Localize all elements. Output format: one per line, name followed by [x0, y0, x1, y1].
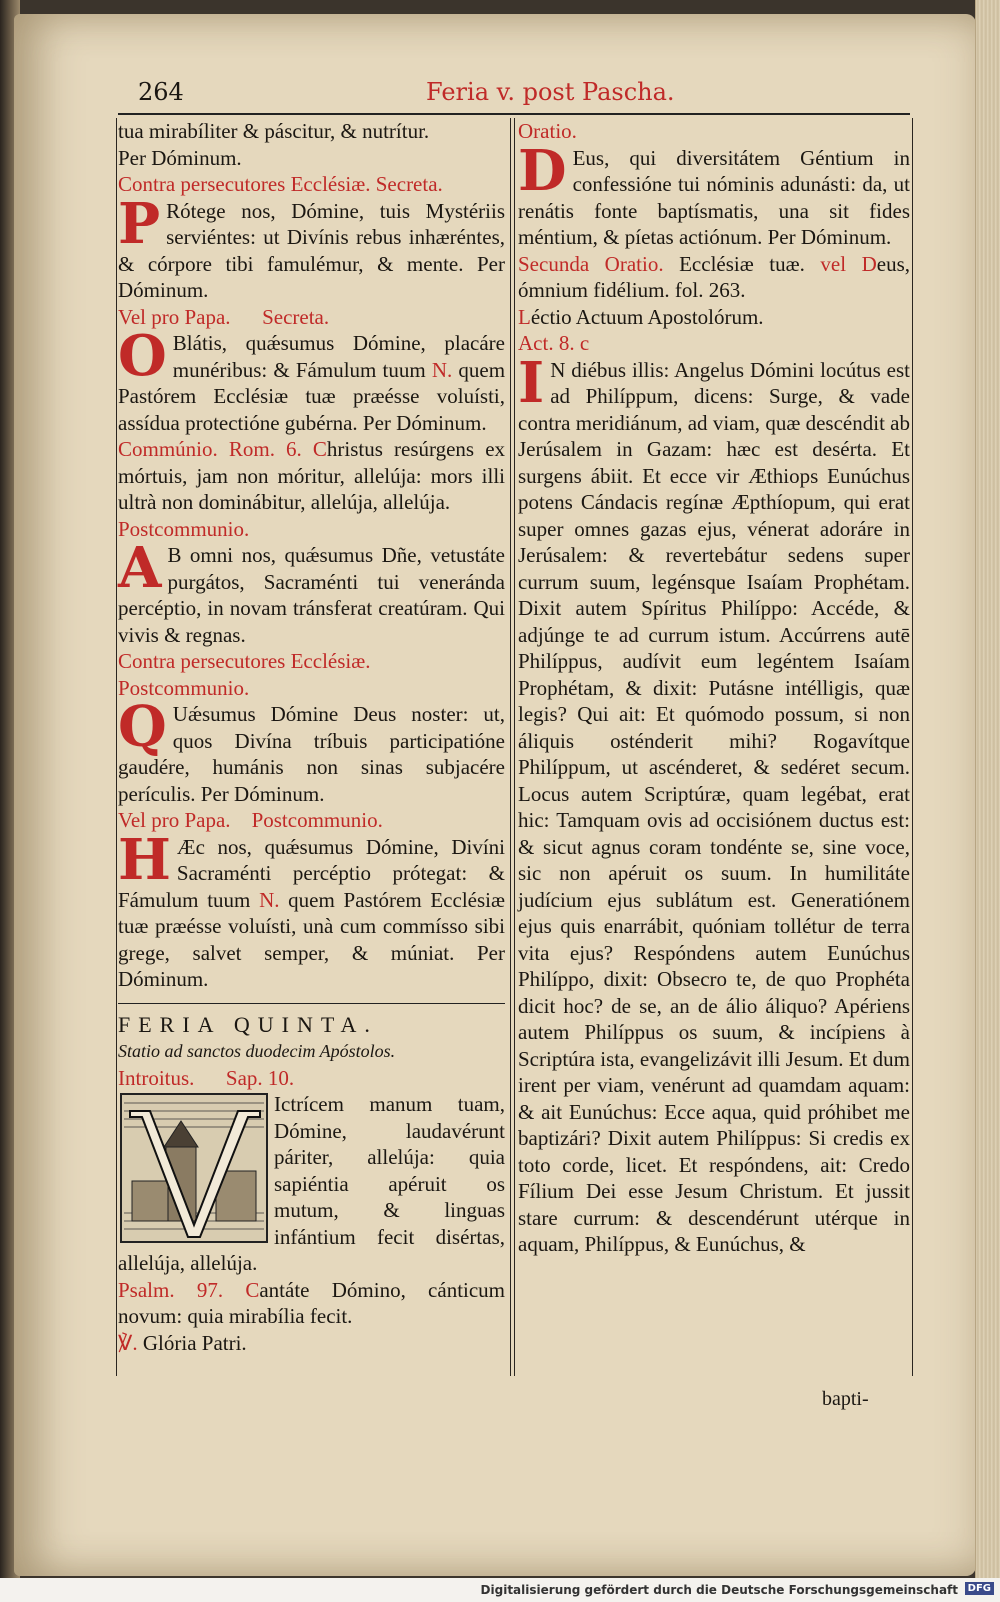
paragraph: Q Uǽsumus Dómine Deus noster: ut, quos Divína tríbuis participatióne gaudére, humánis non sinas subjacére perículis. Per Dóminum. [118, 694, 505, 806]
rubric-heading: Introitus. Sap. 10. [118, 1065, 295, 1090]
rubric-heading: Postcommunio. [118, 675, 250, 700]
lesson-heading: Léctio Actuum Apostolórum. [518, 304, 764, 329]
left-column [118, 118, 505, 1356]
section-rule [118, 1003, 505, 1004]
drop-cap: I [518, 349, 545, 416]
rubric-heading: Oratio. [518, 119, 577, 143]
drop-cap: A [118, 535, 162, 601]
running-title: Feria v. post Pascha. [426, 78, 675, 106]
drop-cap: O [118, 323, 167, 389]
paragraph: P Rótege nos, Dómine, tuis Mystériis serviéntes: ut Divínis rebus inhæréntes, & córpore tibi famulémur, & mente. Per Dóminum. [118, 190, 505, 302]
paragraph: D Eus, qui diversitátem Géntium in confessióne tui nóminis adunásti: da, ut renátis fonte baptísmatis, una sit fides méntium, & píetas actiónum. Per Dóminum. [518, 137, 910, 249]
rubric-heading: Contra persecutores Ecclésiæ. [118, 649, 371, 673]
text-line: tua mirabíliter & páscitur, & nutrítur. [118, 119, 430, 143]
drop-cap: D [518, 137, 567, 204]
section-title: FERIA QUINTA. [118, 1011, 378, 1037]
column-divider-2 [514, 118, 515, 1376]
rubric-heading: Vel pro Papa. Secreta. [118, 304, 330, 329]
paragraph: O Blátis, quǽsumus Dómine, placáre munéribus: & Fámulum tuum N. quem Pastórem Ecclésiæ tuæ præésse voluísti, assídua protectióne gubérna. Per Dóminum. [118, 323, 506, 435]
page-edges [975, 0, 1000, 1580]
page-number: 264 [138, 78, 184, 106]
paragraph: A B omni nos, quǽsumus Dñe, vetustáte purgátos, Sacraménti tui veneránda percéptio, in novam tránsferat creatúram. Qui vivis & regnas. [118, 535, 505, 647]
drop-cap: P [118, 190, 161, 257]
paragraph: ℣. Glória Patri. [118, 1330, 247, 1355]
page-header [118, 78, 908, 114]
paragraph: Secunda Oratio. Ecclésiæ tuæ. vel Deus, ómnium fidélium. fol. 263. [518, 251, 911, 302]
paragraph: Ictrícem manum tuam, Dómine, laudavérunt páriter, allelúja: quia sapiéntia apéruit os mutum, & linguas infántium fecit disértas, allelúja, allelúja. [118, 1092, 505, 1275]
statio-line: Statio ad sanctos duodecim Apóstolos. [118, 1041, 396, 1061]
dfg-logo: DFG [965, 1582, 994, 1595]
woodcut-initial-v-icon [120, 1093, 268, 1243]
paragraph: Psalm. 97. Cantáte Dómino, cánticum novum: quia mirabília fecit. [118, 1277, 506, 1328]
drop-cap: H [118, 826, 171, 893]
rubric-heading: Act. 8. c [518, 331, 590, 355]
digitization-footer [0, 1578, 1000, 1602]
paragraph: Commúnio. Rom. 6. Christus resúrgens ex mórtuis, jam non móritur, allelúja: mors illi ultrà non dominábitur, allelúja, allelúja. [118, 437, 506, 514]
right-column [518, 118, 910, 1258]
header-rule [118, 113, 910, 115]
catchword: bapti- [822, 1388, 869, 1410]
paragraph: I N diébus illis: Angelus Dómini locútus est ad Philíppum, dicens: Surge, & vade contra meridiánum, ad viam, quæ descéndit ab Jerúsalem in Gazam: hæc est desérta. Et surgens ábiit. Et ecce vir Æthiops Eunúchus potens Cándacis regínæ Æpthíopum, qui erat super omnes gazas ejus, vénerat adoráre in Jerúsalem: & revertebátur sedens super currum suum, legénsque Isaíam Prophétam. Dixit autem Spíritus Philíppo: Accéde, & adjúnge te ad currum istum. Accúrrens autē Philíppus, audívit eum legéntem Isaíam Prophétam, & dixit: Putásne intélligis, quæ legis? Qui ait: Et quómodo possum, si non áliquis osténderit mihi? Rogavítque Philíppum, ut ascénderet, & sedéret secum. Locus autem Scriptúræ, quam legébat, erat hic: Tamquam ovis ad occisiónem ductus est: & sicut agnus coram tondénte se, sine voce, sic non apéruit os suum. In humilitáte judícium ejus sublátum est. Generatiónem ejus quis enarrábit, quóniam tollétur de terra vita ejus? Respóndens autem Eunúchus Philíppo, dixit: Obsecro te, de quo Prophéta dicit hoc? de se, an de álio áliquo? Apériens autem Philíppus os suum, & incípiens à Scriptúra ista, evangelizávit illi Jesum. Et dum irent per viam, venérunt ad quamdam aquam: & ait Eunúchus: Ecce aqua, quid próhibet me baptizári? Dixit autem Philíppus: Si credis ex toto corde, licet. Et respóndens, ait: Credo Fílium Dei esse Jesum Christum. Et jussit stare currum: & descendérunt utérque in aquam, Philíppus, & Eunúchus, & [518, 349, 910, 1256]
column-divider [510, 118, 511, 1376]
versicle-icon: ℣. [118, 1330, 138, 1355]
paragraph: H Æc nos, quǽsumus Dómine, Divíni Sacraménti percéptio prótegat: & Fámulum tuum N. quem Pastórem Ecclésiæ tuæ præésse voluísti, unà cum commísso sibi grege, salvet semper, & múniat. Per Dóminum. [118, 826, 505, 991]
footer-text: Digitalisierung gefördert durch die Deutsche Forschungsgemeinschaft [480, 1583, 958, 1597]
left-border-rule [116, 118, 117, 1376]
text-line: Per Dóminum. [118, 145, 242, 170]
right-border-rule [912, 118, 913, 1376]
rubric-heading: Vel pro Papa. Postcommunio. [118, 808, 383, 832]
rubric-heading: Postcommunio. [118, 516, 250, 541]
drop-cap: Q [118, 694, 167, 760]
rubric-heading: Contra persecutores Ecclésiæ. Secreta. [118, 172, 443, 196]
